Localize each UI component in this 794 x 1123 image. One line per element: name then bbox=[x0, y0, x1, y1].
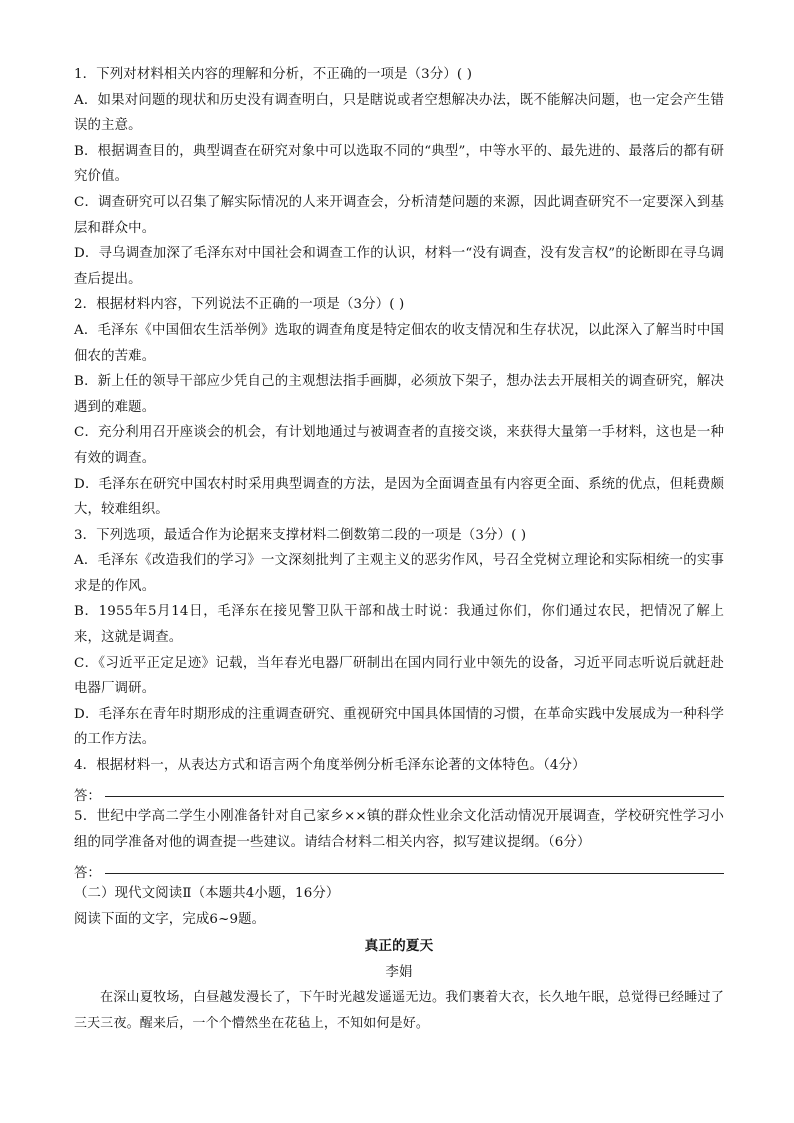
answer-line[interactable] bbox=[74, 855, 724, 881]
article-paragraph: 在深山夏牧场，白昼越发漫长了，下午时光越发遥遥无边。我们裹着大衣，长久地午眠，总觉得已经睡过了三天三夜。醒来后，一个个懵然坐在花毡上，不知如何是好。 bbox=[74, 990, 724, 1031]
section-heading: （二）现代文阅读Ⅱ（本题共4小题，16分） bbox=[74, 886, 340, 901]
option-b: B．根据调查目的，典型调查在研究对象中可以选取不同的“典型”，中等水平的、最先进的、最落后的都有研究价值。 bbox=[74, 143, 724, 185]
question-1 bbox=[74, 62, 724, 292]
question-stem: 2．根据材料内容，下列说法不正确的一项是（3分）( ) bbox=[74, 297, 405, 313]
question-stem: 3．下列选项，最适合作为论据来支撑材料二倒数第二段的一项是（3分）( ) bbox=[74, 527, 527, 543]
option-a: A．如果对问题的现状和历史没有调查明白，只是瞎说或者空想解决办法，既不能解决问题，也一定会产生错误的主意。 bbox=[74, 92, 724, 134]
option-a: A．毛泽东《中国佃农生活举例》选取的调查角度是特定佃农的收支情况和生存状况，以此深入了解当时中国佃农的苦难。 bbox=[74, 322, 724, 364]
page-content bbox=[74, 62, 724, 1037]
article-title: 真正的夏天 bbox=[364, 938, 434, 955]
option-c: C．《习近平正定足迹》记载，当年春光电器厂研制出在国内同行业中领先的设备，习近平同志听说后就赶赴电器厂调研。 bbox=[74, 655, 724, 697]
answer-rule bbox=[105, 873, 724, 874]
answer-line[interactable] bbox=[74, 779, 724, 805]
option-b: B．新上任的领导干部应少凭自己的主观想法指手画脚，必须放下架子，想办法去开展相关的调查研究，解决遇到的难题。 bbox=[74, 374, 724, 415]
question-3 bbox=[74, 523, 724, 753]
question-stem: 1．下列对材料相关内容的理解和分析，不正确的一项是（3分）( ) bbox=[74, 67, 473, 82]
reading-section bbox=[74, 881, 724, 1037]
answer-label: 答： bbox=[74, 866, 101, 881]
option-c: C．调查研究可以召集了解实际情况的人来开调查会，分析清楚问题的来源，因此调查研究不一定要深入到基层和群众中。 bbox=[74, 194, 724, 236]
question-stem: 4．根据材料一，从表达方式和语言两个角度举例分析毛泽东论著的文体特色。（4分） bbox=[74, 758, 586, 774]
option-b: B．1955年5月14日，毛泽东在接见警卫队干部和战士时说：我通过你们，你们通过农民，把情况了解上来，这就是调查。 bbox=[74, 604, 724, 646]
option-a: A．毛泽东《改造我们的学习》一文深刻批判了主观主义的恶劣作风，号召全党树立理论和实际相统一的实事求是的作风。 bbox=[74, 553, 724, 594]
option-d: D．寻乌调查加深了毛泽东对中国社会和调查工作的认识，材料一“没有调查，没有发言权”的论断即在寻乌调查后提出。 bbox=[74, 246, 724, 287]
question-5 bbox=[74, 804, 724, 881]
option-d: D．毛泽东在青年时期形成的注重调查研究、重视研究中国具体国情的习惯，在革命实践中发展成为一种科学的工作方法。 bbox=[74, 706, 724, 748]
section-instruction: 阅读下面的文字，完成6~9题。 bbox=[74, 911, 266, 927]
answer-rule bbox=[105, 796, 724, 797]
answer-label: 答： bbox=[74, 789, 101, 805]
question-2 bbox=[74, 292, 724, 522]
option-d: D．毛泽东在研究中国农村时采用典型调查的方法，是因为全面调查虽有内容更全面、系统的优点，但耗费颇大，较难组织。 bbox=[74, 476, 724, 518]
option-c: C．充分利用召开座谈会的机会，有计划地通过与被调查者的直接交谈，来获得大量第一手材料，这也是一种有效的调查。 bbox=[74, 425, 724, 466]
article-author: 李娟 bbox=[385, 964, 413, 980]
question-4 bbox=[74, 753, 724, 804]
question-stem: 5．世纪中学高二学生小刚准备针对自己家乡××镇的群众性业余文化活动情况开展调查，学校研究性学习小组的同学准备对他的调查提一些建议。请结合材料二相关内容，拟写建议提纲。（6分） bbox=[74, 809, 724, 850]
